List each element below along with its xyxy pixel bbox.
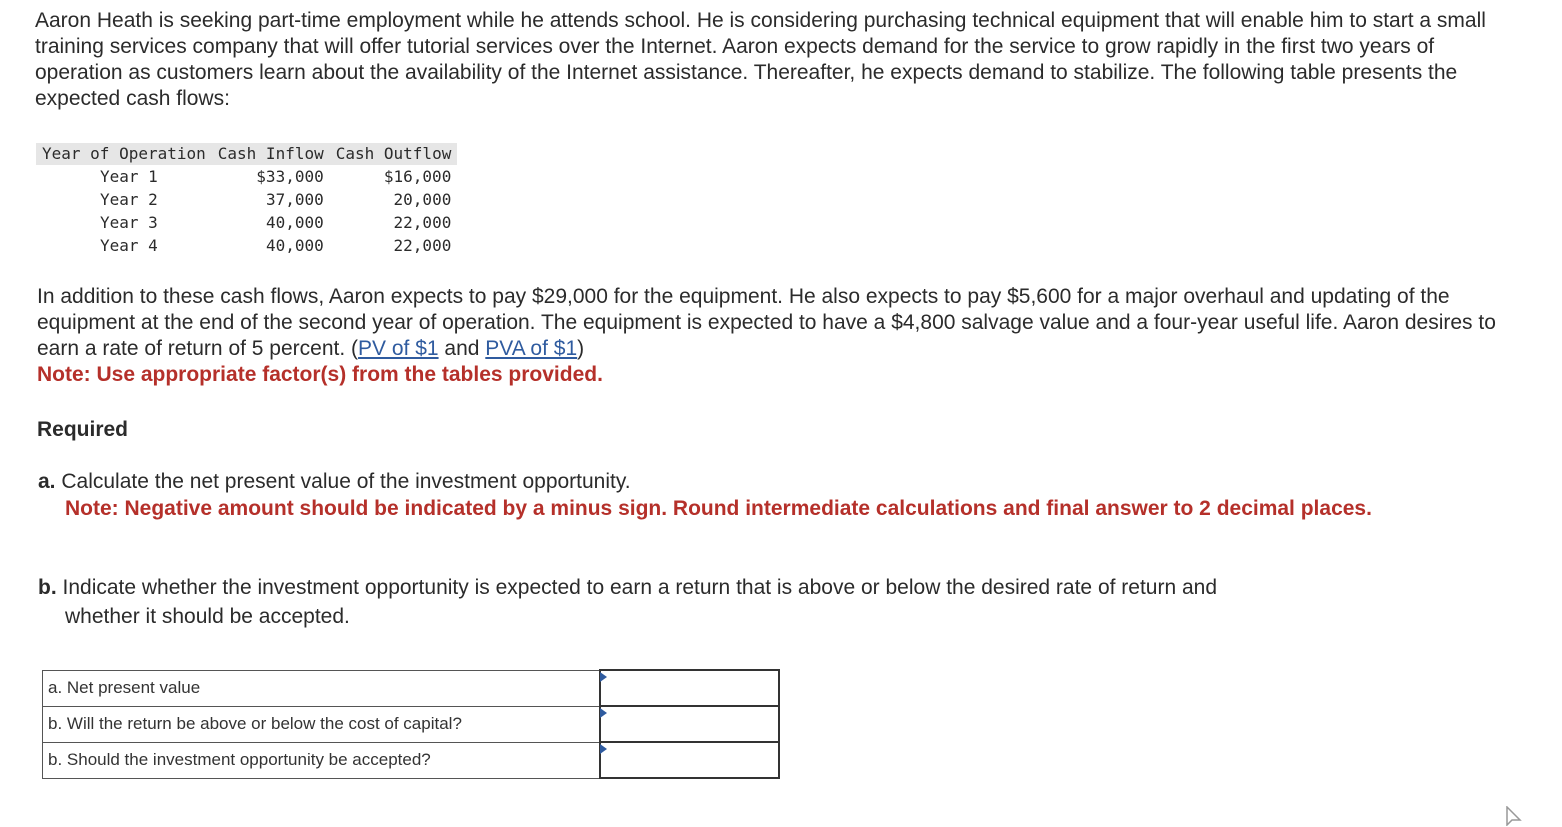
input-marker-icon xyxy=(600,744,607,754)
requirement-b-text-cont: whether it should be accepted. xyxy=(65,605,350,628)
requirement-b-text: Indicate whether the investment opportunity is expected to earn a return that is above or below the desired rate of return and xyxy=(56,576,1218,599)
npv-label: a. Net present value xyxy=(43,670,601,706)
accept-select[interactable] xyxy=(601,743,778,777)
answer-row xyxy=(43,670,780,706)
accept-select-cell[interactable] xyxy=(600,742,779,778)
input-marker-icon xyxy=(600,708,607,718)
answer-table xyxy=(42,669,780,779)
table-row xyxy=(36,211,457,234)
and-text: and xyxy=(438,337,486,360)
return-label: b. Will the return be above or below the cost of capital? xyxy=(43,706,601,742)
intro-paragraph: Aaron Heath is seeking part-time employment while he attends school. He is considering purchasing technical equipment that will enable him to start a small training services company that will offer tutorial services over the Internet. Aaron expects demand for the service to grow rapidly in the first two years of operation as customers learn about the availability of the Internet assistance. Thereafter, he expects demand to stabilize. The following table presents the expected cash flows: xyxy=(35,9,1486,110)
requirement-a-prefix: a. xyxy=(38,470,56,493)
cash-flow-header-row xyxy=(36,143,457,165)
header-outflow: Cash Outflow xyxy=(330,143,458,165)
factor-note: Note: Use appropriate factor(s) from the tables provided. xyxy=(37,363,603,386)
cash-flow-table xyxy=(36,143,457,257)
inflow-cell: 40,000 xyxy=(265,213,324,232)
year-cell: Year 2 xyxy=(100,190,158,209)
year-cell: Year 4 xyxy=(100,236,158,255)
table-row xyxy=(36,188,457,211)
header-inflow: Cash Inflow xyxy=(212,143,330,165)
year-cell: Year 3 xyxy=(100,213,158,232)
outflow-cell: 20,000 xyxy=(393,190,452,209)
answer-row xyxy=(43,742,780,778)
pv-of-1-link[interactable]: PV of $1 xyxy=(358,337,439,360)
outflow-cell: $16,000 xyxy=(383,167,452,186)
requirement-a xyxy=(38,468,1398,522)
requirement-b-prefix: b. xyxy=(38,576,57,599)
additional-text: In addition to these cash flows, Aaron expects to pay $29,000 for the equipment. He also expects to pay $5,600 for a major overhaul and updating of the equipment at the end of the second year of operation. The equipment is expected to have a $4,800 salvage value and a four-year useful life. Aaron desires to earn a rate of return of 5 percent. ( xyxy=(37,285,1496,360)
accept-label: b. Should the investment opportunity be accepted? xyxy=(43,742,601,778)
header-year: Year of Operation xyxy=(36,143,212,165)
npv-input-cell[interactable] xyxy=(600,670,779,706)
return-select-cell[interactable] xyxy=(600,706,779,742)
requirement-b xyxy=(38,573,1398,631)
year-cell: Year 1 xyxy=(100,167,158,186)
npv-input[interactable] xyxy=(601,671,778,705)
requirement-a-text: Calculate the net present value of the investment opportunity. xyxy=(55,470,631,493)
return-select[interactable] xyxy=(601,707,778,741)
input-marker-icon xyxy=(600,672,607,682)
cursor-icon xyxy=(1505,806,1525,826)
inflow-cell: 37,000 xyxy=(265,190,324,209)
required-heading: Required xyxy=(37,418,129,441)
requirement-a-note: Note: Negative amount should be indicated by a minus sign. Round intermediate calculations and final answer to 2 decimal places. xyxy=(65,497,1372,520)
additional-paragraph xyxy=(37,284,1517,388)
table-row xyxy=(36,234,457,257)
answer-row xyxy=(43,706,780,742)
outflow-cell: 22,000 xyxy=(393,236,452,255)
table-row xyxy=(36,165,457,188)
outflow-cell: 22,000 xyxy=(393,213,452,232)
pva-of-1-link[interactable]: PVA of $1 xyxy=(485,337,578,360)
close-paren: ) xyxy=(577,337,585,360)
inflow-cell: 40,000 xyxy=(265,236,324,255)
inflow-cell: $33,000 xyxy=(256,167,324,186)
